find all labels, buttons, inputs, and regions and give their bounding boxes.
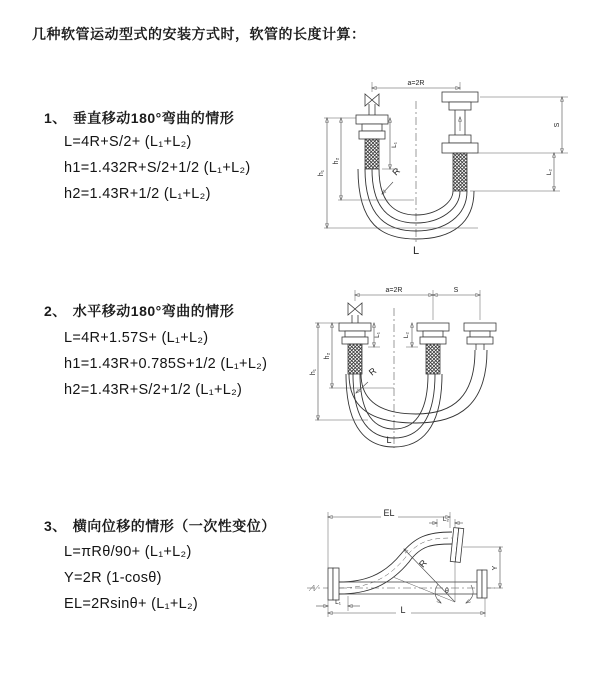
valve-icon xyxy=(365,94,379,106)
section-3-heading xyxy=(44,516,276,536)
section-1-number: 1、 xyxy=(44,110,67,126)
dim-label-l2: L₂ xyxy=(403,331,410,339)
right-lower-flange xyxy=(477,570,487,598)
dim-label-r: R xyxy=(417,557,429,570)
dim-label-l1: L₁ xyxy=(391,142,398,148)
upper-flange xyxy=(450,528,463,563)
section-1-heading xyxy=(44,108,234,128)
dim-label-s: S xyxy=(554,122,561,128)
dim-label-r: R xyxy=(390,165,403,178)
middle-flange xyxy=(417,323,449,344)
hose-curves-position-2 xyxy=(349,350,487,423)
formula-line: L=4R+S/2+ (L₁+L₂) xyxy=(64,134,192,150)
dim-label-el: EL xyxy=(383,508,395,518)
dim-label-h2: h₂ xyxy=(333,157,340,165)
formula-line: h2=1.43R+1/2 (L₁+L₂) xyxy=(64,186,211,202)
right-flange xyxy=(464,323,496,344)
dim-label-theta: θ xyxy=(445,588,449,595)
page-title: 几种软管运动型式的安装方式时，软管的长度计算： xyxy=(32,26,366,42)
dim-label-a2r: a=2R xyxy=(407,80,425,87)
left-flange xyxy=(339,323,371,344)
diagram-lateral-displacement xyxy=(303,492,513,637)
dim-label-h1: h₁ xyxy=(310,368,317,376)
section-2-title: 水平移动180°弯曲的情形 xyxy=(72,303,235,319)
section-3-title: 横向位移的情形（一次性变位） xyxy=(72,518,276,534)
dim-label-s: S xyxy=(453,287,459,294)
dim-label-h2: h₂ xyxy=(324,352,331,360)
section-2-heading xyxy=(44,301,234,321)
dim-label-l: L xyxy=(386,435,392,445)
right-flange-lower xyxy=(442,135,478,153)
dim-label-l1: L₁ xyxy=(374,332,381,338)
dim-label-l: L xyxy=(412,245,420,257)
formula-line: h2=1.43R+S/2+1/2 (L₁+L₂) xyxy=(64,382,243,398)
braided-hose-section xyxy=(453,153,467,191)
dim-label-l: L xyxy=(400,605,406,615)
diagram-horizontal-180 xyxy=(308,282,600,457)
dim-label-l2: L₂ xyxy=(442,516,450,523)
formula-line: L=πRθ/90+ (L₁+L₂) xyxy=(64,544,192,560)
formula-line: Y=2R (1-cosθ) xyxy=(64,570,162,586)
valve-icon xyxy=(348,303,362,315)
section-3-number: 3、 xyxy=(44,518,67,534)
braided-hose-section xyxy=(426,344,440,374)
section-1-title: 垂直移动180°弯曲的情形 xyxy=(72,110,235,126)
left-flange xyxy=(356,115,388,139)
formula-line: h1=1.432R+S/2+1/2 (L₁+L₂) xyxy=(64,160,251,176)
dim-label-y: Y xyxy=(492,565,499,571)
dim-label-r: R xyxy=(366,365,379,378)
left-flange xyxy=(328,568,339,600)
section-2-number: 2、 xyxy=(44,303,67,319)
hose-s-curve xyxy=(339,532,452,594)
dim-label-a2r: a=2R xyxy=(385,287,403,294)
dim-label-h1: h₁ xyxy=(318,169,325,177)
braided-hose-section xyxy=(365,139,379,169)
formula-line: h1=1.43R+0.785S+1/2 (L₁+L₂) xyxy=(64,356,268,372)
formula-line: EL=2Rsinθ+ (L₁+L₂) xyxy=(64,596,199,612)
formula-line: L=4R+1.57S+ (L₁+L₂) xyxy=(64,330,209,346)
dim-label-l1: L₁ xyxy=(335,599,341,606)
right-flange-upper xyxy=(442,92,478,110)
diagram-vertical-180 xyxy=(310,73,595,258)
dim-label-l2: L₂ xyxy=(546,168,553,176)
braided-hose-section xyxy=(348,344,362,374)
